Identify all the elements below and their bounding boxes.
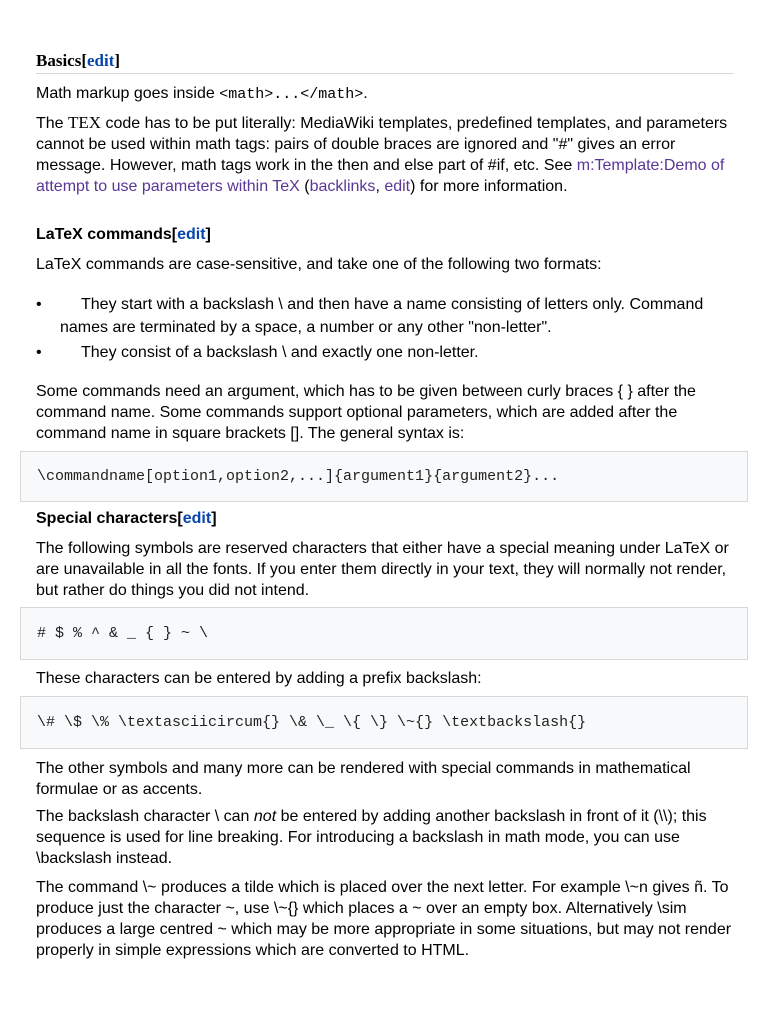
code-block-reserved-chars (20, 607, 748, 660)
tex-literal-comma: , (375, 178, 385, 195)
backslash-text-b: be entered by adding another backslash in front of it (\\); this sequence is used for line breaking. For introducing a backslash in math mode, you can use \backslash instead. (36, 808, 707, 867)
math-tag-code: <math>...</math> (219, 86, 364, 103)
math-markup-text: Math markup goes inside (36, 85, 220, 102)
math-markup-end: . (363, 85, 368, 102)
heading-special-characters: Special characters[edit] (36, 510, 217, 527)
heading-special-characters-text: Special characters (36, 510, 178, 527)
heading-basics-text: Basics (36, 51, 82, 70)
paragraph-math-markup (36, 83, 736, 105)
paragraph-tilde-command: The command \~ produces a tilde which is placed over the next letter. For example \~n gives ñ. To produce just the character ~, use \~{} which places a ~ over an empty box. Alternatively \sim produces a large centred ~ which may be more appropriate in some situations, but may not render properly in simple expressions which are converted to HTML. (36, 879, 732, 959)
backslash-text-a: The backslash character \ can (36, 808, 254, 825)
tex-literal-text-a: The (36, 115, 69, 132)
paragraph-reserved-characters: The following symbols are reserved characters that either have a special meaning under LaTeX or are unavailable in all the fonts. If you enter them directly in your text, they will normally not render, but rather do things you did not intend. (36, 540, 729, 599)
escaped-chars-code: \# \$ \% \textasciicircum{} \& \_ \{ \} \~{} \textbackslash{} (37, 714, 587, 731)
heading-latex-commands: LaTeX commands[edit] (36, 226, 211, 243)
code-block-escaped-chars (20, 696, 748, 749)
heading-basics: Basics[edit] (36, 51, 121, 70)
heading-latex-commands-text: LaTeX commands (36, 226, 172, 243)
backlinks-link[interactable]: backlinks (309, 178, 376, 195)
tex-logo: TEX (68, 113, 102, 132)
bullet-icon: • (36, 344, 42, 361)
paragraph-tex-literal (36, 112, 736, 197)
template-demo-link[interactable]: m:Template:Demo of attempt to use parameters within TeX (36, 157, 725, 195)
edit-link-latex-commands[interactable]: edit (177, 226, 206, 243)
list-item-text: They consist of a backslash \ and exactly one non-letter. (81, 344, 479, 361)
emphasis-not: not (253, 808, 277, 825)
bullet-icon: • (36, 296, 42, 313)
paragraph-backslash (36, 806, 736, 869)
code-block-syntax (20, 451, 748, 502)
paragraph-other-symbols: The other symbols and many more can be rendered with special commands in mathematical formulae or as accents. (36, 760, 691, 798)
syntax-code: \commandname[option1,option2,...]{argument1}{argument2}... (37, 468, 560, 485)
heading-rule (36, 73, 734, 74)
tex-literal-text-d: ) for more information. (410, 178, 568, 195)
paragraph-prefix-backslash: These characters can be entered by adding a prefix backslash: (36, 670, 482, 687)
list-item (36, 341, 736, 364)
list-item (36, 293, 736, 339)
paragraph-latex-intro: LaTeX commands are case-sensitive, and take one of the following two formats: (36, 256, 602, 273)
edit-link-basics[interactable]: edit (87, 51, 115, 70)
template-edit-link[interactable]: edit (384, 178, 411, 195)
paragraph-command-arguments: Some commands need an argument, which has to be given between curly braces { } after the command name. Some commands support optional parameters, which are added after the command name in square brackets []. The general syntax is: (36, 383, 696, 442)
list-item-text: They start with a backslash \ and then have a name consisting of letters only. Command names are terminated by a space, a number or any other "non-letter". (60, 296, 704, 336)
reserved-chars-code: # $ % ^ & _ { } ~ \ (37, 625, 209, 642)
tex-literal-text-b: code has to be put literally: MediaWiki templates, predefined templates, and parameters cannot be used within math tags: pairs of double braces are ignored and "#" gives an error message. However, math tags work in the then and else part of #if, etc. See (36, 115, 728, 174)
edit-link-special-characters[interactable]: edit (182, 510, 212, 527)
tex-literal-text-c: ( (299, 178, 310, 195)
